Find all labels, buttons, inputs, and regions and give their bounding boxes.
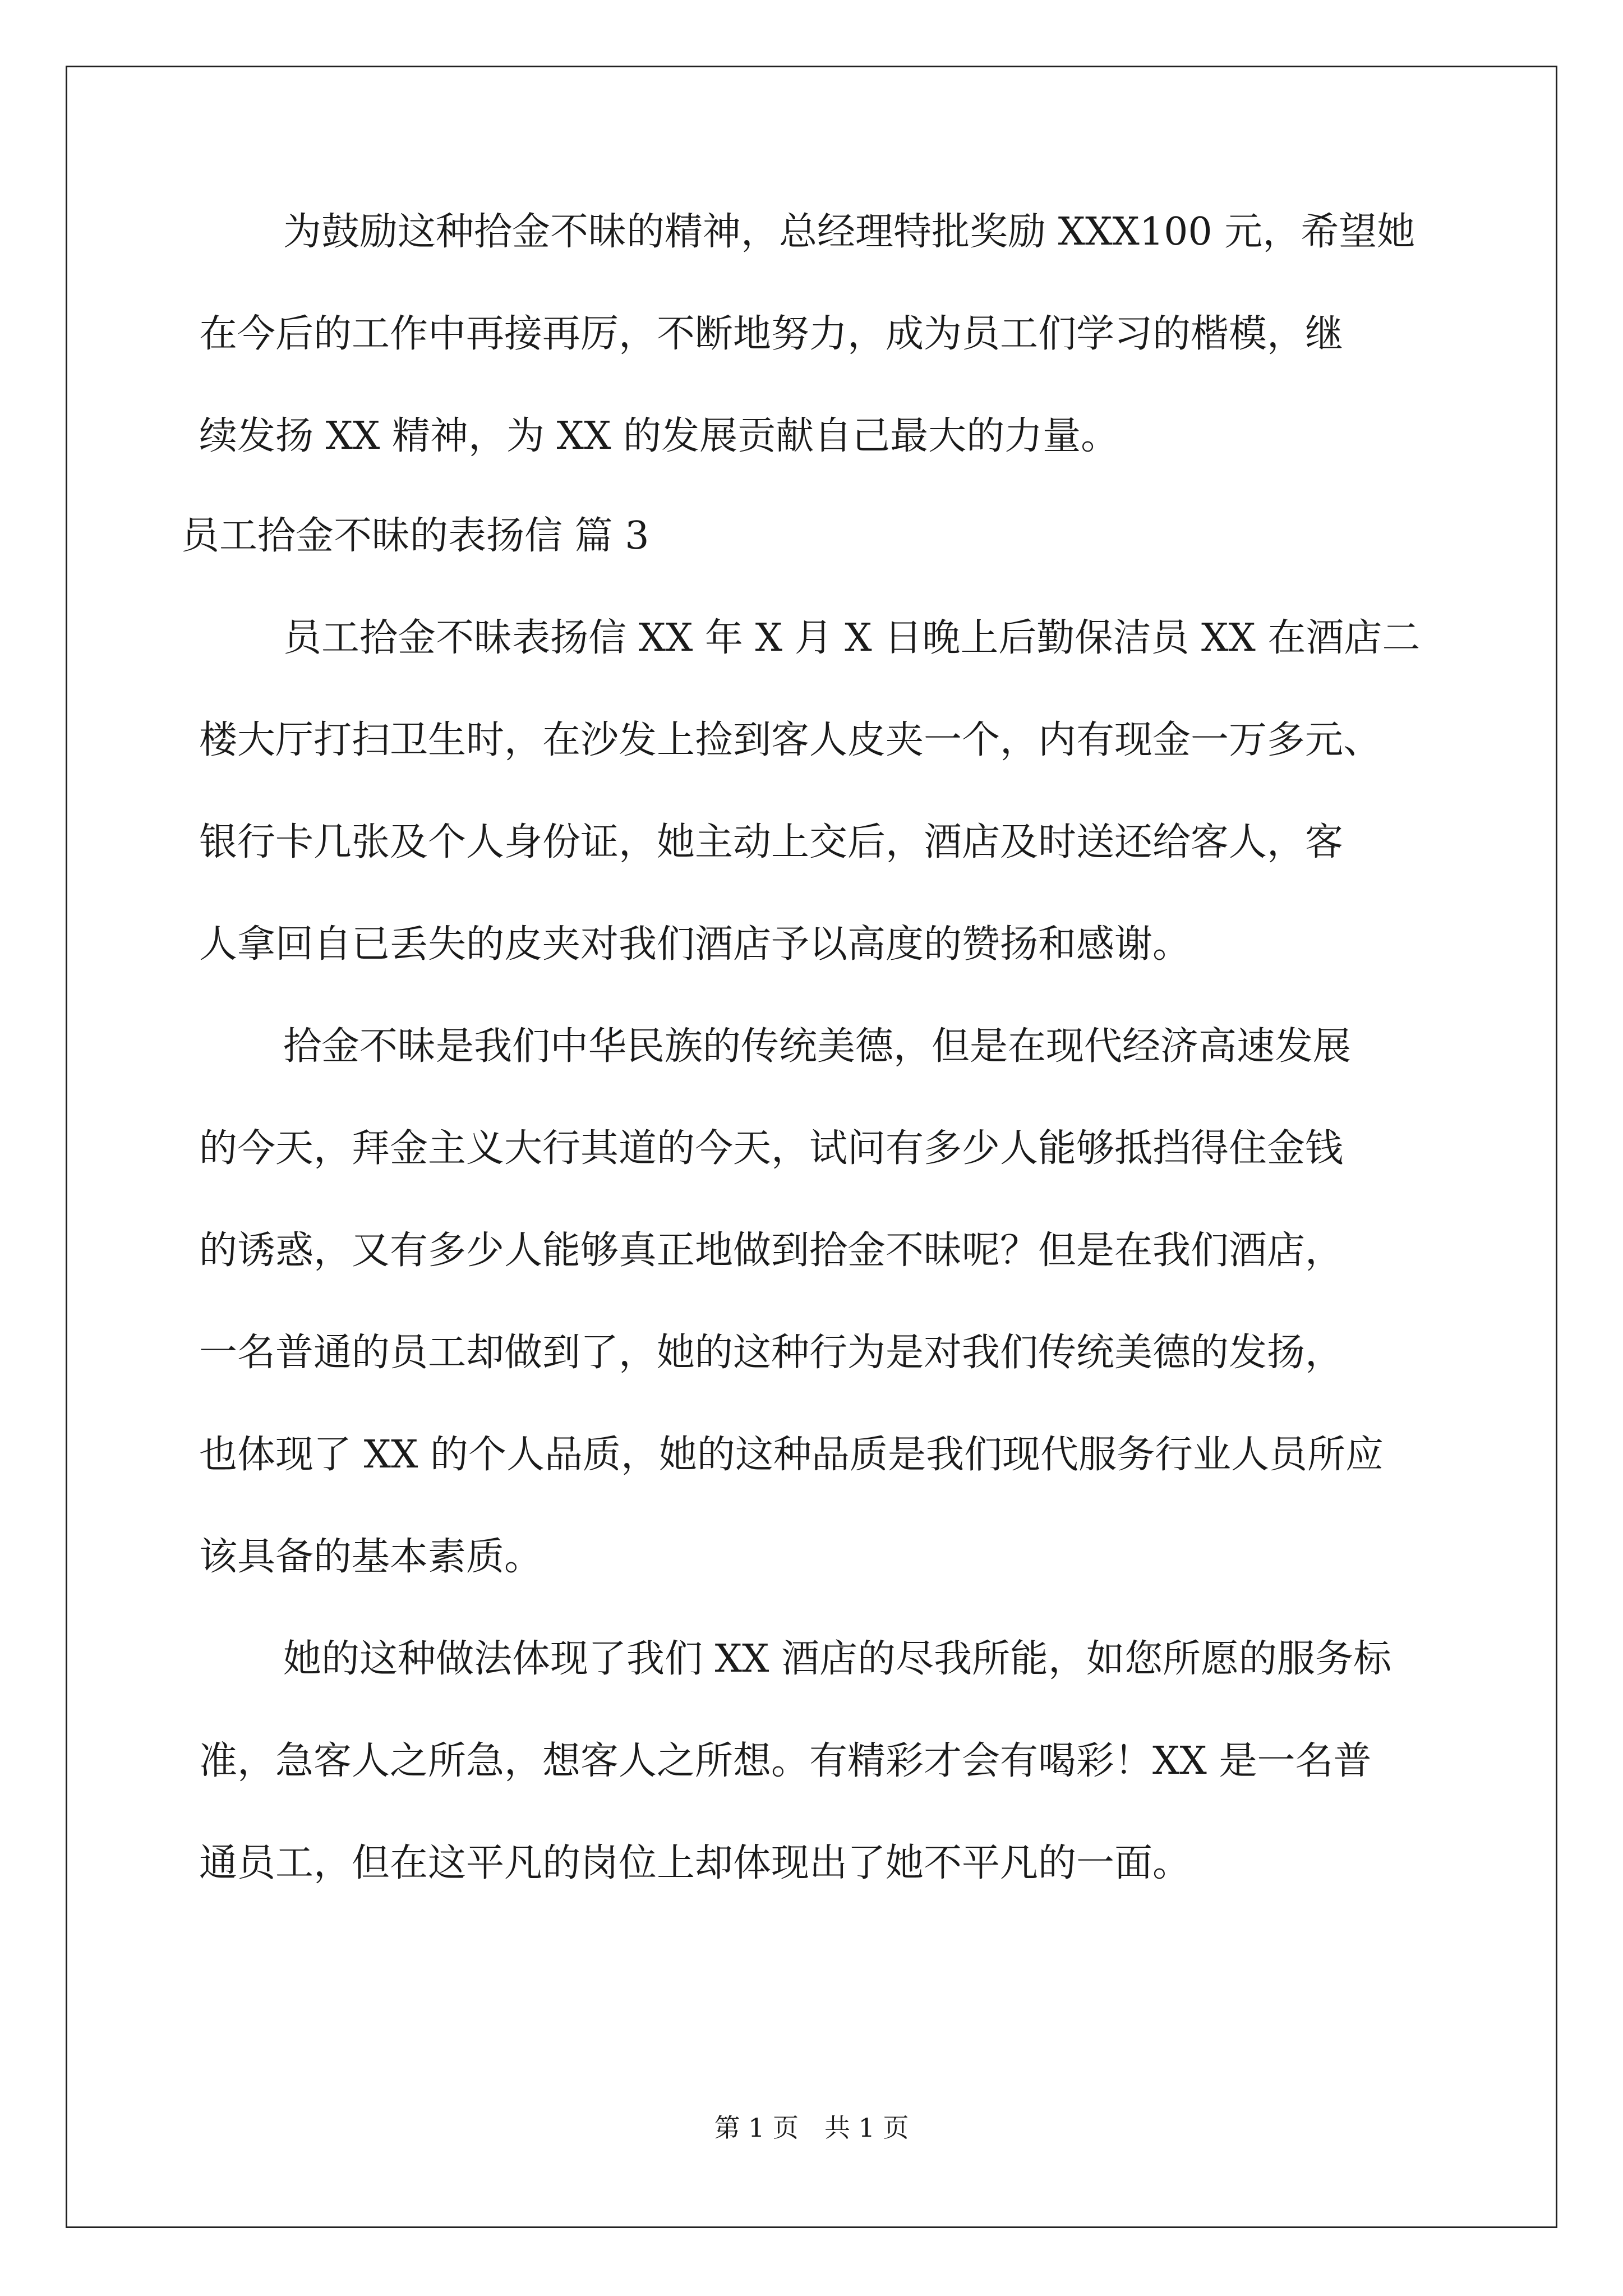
total-pages: 共 1 页 [824, 2113, 909, 2143]
paragraph-line: 一名普通的员工却做到了，她的这种行为是对我们传统美德的发扬， [199, 1331, 1344, 1375]
paragraph-line: 续发扬 XX 精神，为 XX 的发展贡献自己最大的力量。 [199, 414, 1119, 458]
paragraph-line: 的今天，拜金主义大行其道的今天，试问有多少人能够抵挡得住金钱 [199, 1126, 1344, 1171]
paragraph-line: 为鼓励这种拾金不昧的精神，总经理特批奖励 XXX100 元，希望她 [283, 210, 1415, 254]
paragraph-line: 银行卡几张及个人身份证，她主动上交后，酒店及时送还给客人，客 [199, 820, 1344, 864]
paragraph-line: 人拿回自已丢失的皮夹对我们酒店予以高度的赞扬和感谢。 [199, 922, 1191, 967]
paragraph-line: 也体现了 XX 的个人品质，她的这种品质是我们现代服务行业人员所应 [199, 1433, 1384, 1477]
paragraph-line: 她的这种做法体现了我们 XX 酒店的尽我所能，如您所愿的服务标 [283, 1637, 1392, 1681]
section-heading: 员工拾金不昧的表扬信 篇 3 [181, 514, 649, 558]
page-footer [0, 2115, 1623, 2141]
paragraph-line: 通员工，但在这平凡的岗位上却体现出了她不平凡的一面。 [199, 1841, 1191, 1885]
page-number: 第 1 页 [714, 2113, 799, 2143]
paragraph-line: 楼大厅打扫卫生时，在沙发上捡到客人皮夹一个，内有现金一万多元、 [199, 718, 1382, 762]
paragraph-line: 准，急客人之所急，想客人之所想。有精彩才会有喝彩！XX 是一名普 [199, 1739, 1372, 1783]
paragraph-line: 该具备的基本素质。 [199, 1535, 543, 1579]
paragraph-line: 在今后的工作中再接再厉，不断地努力，成为员工们学习的楷模，继 [199, 312, 1344, 356]
paragraph-line: 的诱惑，又有多少人能够真正地做到拾金不昧呢？但是在我们酒店， [199, 1228, 1344, 1273]
document-body [181, 210, 1444, 1947]
paragraph-line: 员工拾金不昧表扬信 XX 年 X 月 X 日晚上后勤保洁员 XX 在酒店二 [283, 616, 1421, 660]
paragraph-line: 拾金不昧是我们中华民族的传统美德，但是在现代经济高速发展 [283, 1024, 1352, 1069]
